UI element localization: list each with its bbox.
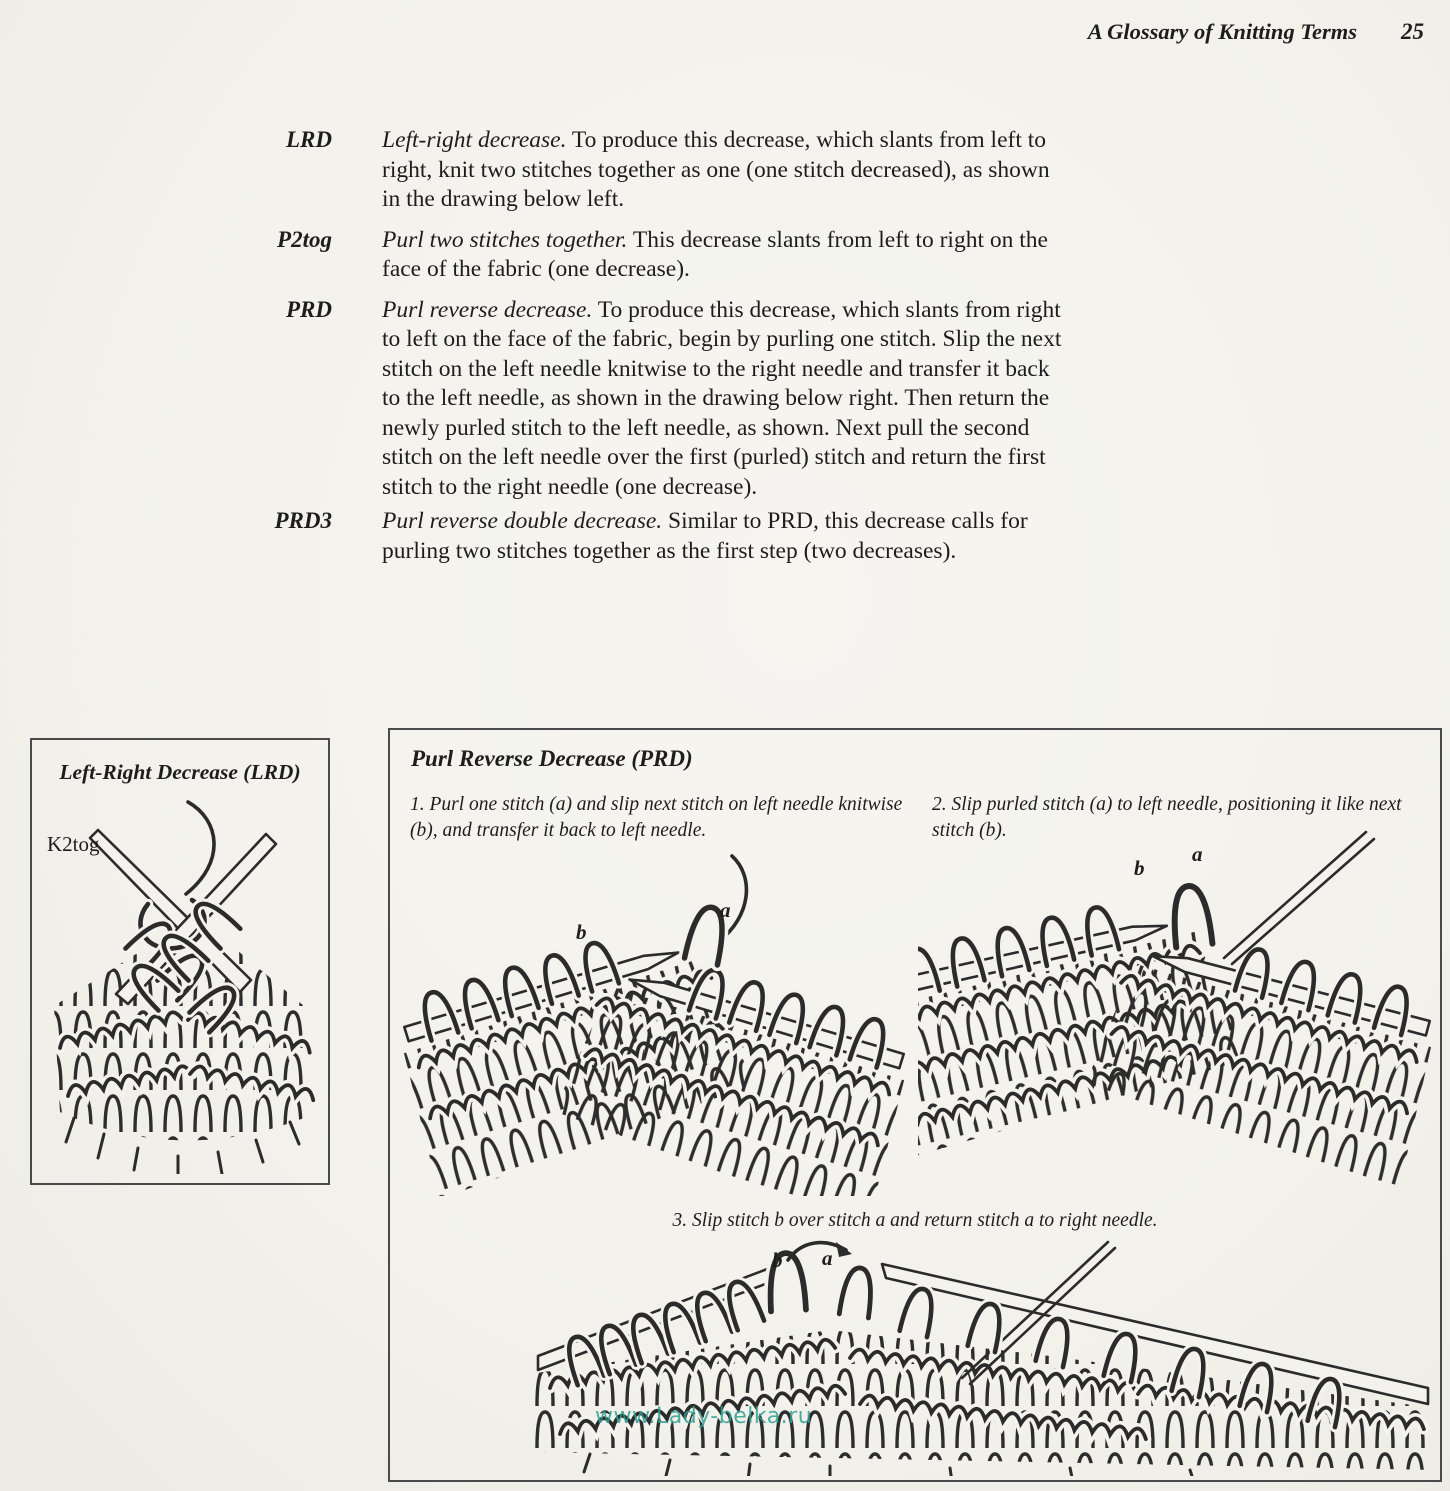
page-number: 25 [1401,19,1424,44]
slipping-needle [1224,832,1374,964]
label-b-step1: b [576,920,587,944]
glossary-definition [382,296,1064,503]
glossary-definition [382,226,1064,285]
glossary-term: P2tog [277,226,332,252]
definition-lead: Left-right decrease. [382,127,567,153]
definition-lead: Purl two stitches together. [382,226,628,253]
lrd-figure-title: Left-Right Decrease (LRD) [59,760,301,784]
glossary-entry-prd3 [150,507,1064,566]
definition-body: Similar to PRD, this decrease calls for purling two stitches together as the first step (two decreases). [382,508,1028,564]
chapter-title: A Glossary of Knitting Terms [1087,19,1357,44]
label-a-step1: a [720,898,731,922]
glossary-list [150,126,1064,577]
glossary-term: PRD3 [274,508,332,533]
prd-figure-title: Purl Reverse Decrease (PRD) [411,746,693,771]
prd-step-2-caption: 2. Slip purled stitch (a) to left needle, positioning it like next stitch (b). [932,794,1402,841]
prd-figure-box [388,728,1442,1482]
glossary-definition [382,126,1064,215]
yarn-strand [186,802,214,894]
slip-arrowhead [836,1242,852,1257]
definition-lead: Purl reverse decrease. [382,296,593,323]
prd-step-3-diagram [530,1238,1435,1476]
glossary-entry-p2tog [150,226,1064,285]
definition-body: To produce this decrease, which slants from right to left on the face of the fabric, begin by purling one stitch. Slip the next stitch on the left needle knitwise to the right needle and transfer it back to the left needle, as shown in the drawing below right. Then return the newly purled stitch to the left needle, as shown. Next pull the second stitch on the left needle over the first (purled) stitch and return the first stitch to the right needle (one decrease). [382,296,1062,500]
label-b-step2: b [1134,856,1145,880]
definition-body: This decrease slants from left to right on the face of the fabric (one decrease). [382,226,1048,282]
glossary-term: LRD [286,127,332,152]
glossary-entry-prd [150,296,1064,503]
prd-step-1-caption: 1. Purl one stitch (a) and slip next stitch on left needle knitwise (b), and transfer it back to left needle. [410,794,903,841]
prd-step-3-caption: 3. Slip stitch b over stitch a and return stitch a to right needle. [672,1210,1158,1231]
label-b-step3: b [772,1248,783,1272]
lrd-figure-box [30,738,330,1185]
glossary-entry-lrd [150,126,1064,215]
prd-step-2-diagram [918,830,1436,1196]
label-a-step3: a [822,1246,833,1270]
glossary-term: PRD [286,296,332,322]
k2tog-label: K2tog [47,832,100,856]
page-header [1088,19,1424,45]
prd-step-1-diagram [398,848,910,1196]
watermark: www.Lady-belka.ru [595,1404,813,1429]
label-a-step2: a [1192,842,1203,866]
definition-body: To produce this decrease, which slants from left to right, knit two stitches together as one (one stitch decreased), as shown in the drawing below left. [382,127,1050,212]
definition-lead: Purl reverse double decrease. [382,508,663,534]
glossary-definition [382,507,1064,566]
